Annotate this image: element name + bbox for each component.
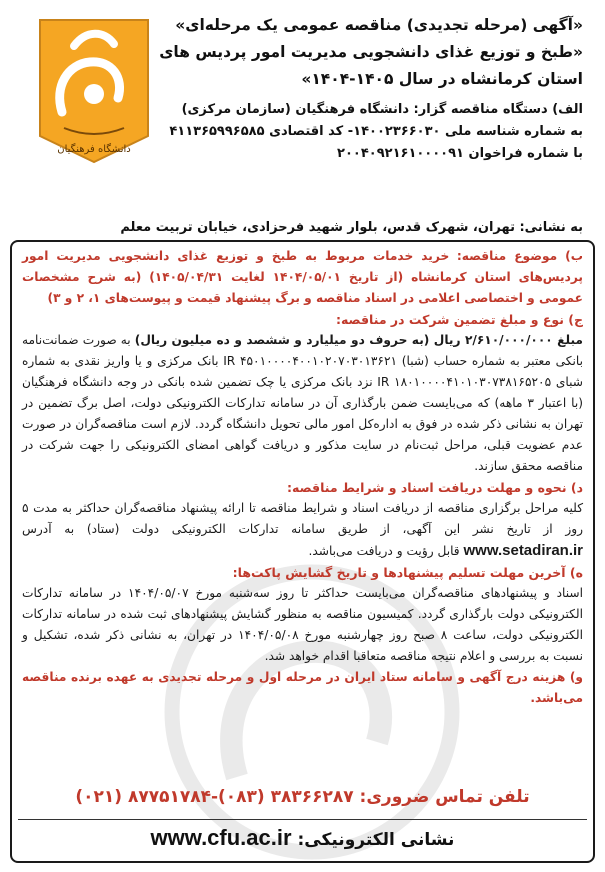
- header-text: [133, 12, 583, 165]
- cost-note: و) هزینه درج آگهی و سامانه ستاد ایران در مرحله اول و مرحله تجدیدی به عهده برنده مناقصه می‌باشد.: [22, 670, 583, 705]
- divider: [18, 819, 587, 820]
- subject-label: ب) موضوع مناقصه:: [456, 249, 583, 263]
- organizer: الف) دستگاه مناقصه گزار: دانشگاه فرهنگیان (سازمان مرکزی): [181, 102, 583, 117]
- docs-tail: قابل رؤیت و دریافت می‌باشد.: [308, 544, 460, 558]
- guarantee-amount: مبلغ ۲/۶۱۰/۰۰۰/۰۰۰ ریال (به حروف دو میلیارد و ششصد و ده میلیون ریال): [134, 333, 583, 347]
- contact-phones: [12, 787, 593, 807]
- guarantee-title: ج) نوع و مبلغ تضمین شرکت در مناقصه:: [335, 312, 583, 327]
- subject-paragraph: [22, 246, 583, 309]
- address: به نشانی: تهران، شهرک قدس، بلوار شهید فرحزادی، خیابان تربیت معلم: [120, 220, 583, 235]
- notice-header: [10, 8, 595, 244]
- national-id: به شماره شناسه ملی ۱۴۰۰۲۳۶۶۰۳۰- کد اقتصادی ۴۱۱۳۶۵۹۹۶۵۸۵: [169, 124, 583, 139]
- setadiran-link[interactable]: www.setadiran.ir: [463, 542, 583, 559]
- docs-paragraph: [22, 498, 583, 562]
- title-line-1: «آگهی (مرحله تجدیدی) مناقصه عمومی یک مرحله‌ای»: [175, 16, 583, 34]
- docs-text: کلیه مراحل برگزاری مناقصه از دریافت اسناد و شرایط مناقصه تا ارائه پیشنهاد مناقصه‌گران حداکثر به مدت ۵ روز از تاریخ نشر این آگهی، از طریق سامانه تدارکات الکترونیکی دولت (ستاد) به آدرس: [22, 501, 583, 536]
- call-number: با شماره فراخوان ۲۰۰۴۰۹۲۱۶۱۰۰۰۰۹۱: [337, 146, 583, 161]
- title-line-2: «طبخ و توزیع غذای دانشجویی مدیریت امور پردیس های: [159, 43, 583, 61]
- guarantee-paragraph: [22, 330, 583, 477]
- contact-web: [12, 825, 593, 851]
- deadline-paragraph: اسناد و پیشنهادهای مناقصه‌گران می‌بایست حداکثر تا روز سه‌شنبه مورخ ۱۴۰۴/۰۵/۰۷ در سامانه تدارکات الکترونیکی دولت بارگذاری گردد. کمیسیون مناقصه به منظور گشایش پیشنهادهای ثبت شده در سامانه تدارکات الکترونیکی دولت، ساعت ۸ صبح روز چهارشنبه مورخ ۱۴۰۴/۰۵/۰۸ در تهران، به نشانی ذکر شده، تشکیل و نسبت به بررسی و اعلام نتیجه مناقصه متعاقبا اقدام خواهد شد.: [22, 586, 583, 663]
- deadline-title: ه) آخرین مهلت تسلیم پیشنهادها و تاریخ گشایش پاکت‌ها:: [232, 565, 583, 580]
- logo-text: دانشگاه فرهنگیان: [57, 144, 131, 155]
- web-label: نشانی الکترونیکی:: [297, 830, 455, 850]
- subject-text: خرید خدمات مربوط به طبخ و توزیع غذای دانشجویی مدیریت امور پردیس‌های استان کرمانشاه (از تاریخ ۱۴۰۴/۰۵/۰۱ لغایت ۱۴۰۵/۰۴/۳۱) (به شرح مشخصات عمومی و اختصاصی اعلامی در اسناد مناقصه و برگ پیشنهاد قیمت و پیوست‌های ۱، ۲ و ۳): [22, 249, 583, 305]
- docs-title: د) نحوه و مهلت دریافت اسناد و شرایط مناقصه:: [287, 480, 583, 495]
- phone-numbers: (۰۲۱) ۸۷۷۵۱۷۸۴-(۰۸۳) ۳۸۳۶۶۲۸۷: [75, 787, 354, 807]
- title-line-3: استان کرمانشاه در سال ۱۴۰۵-۱۴۰۴»: [301, 70, 583, 88]
- notice-body: [10, 240, 595, 863]
- cfu-link[interactable]: www.cfu.ac.ir: [150, 825, 292, 850]
- phone-label: تلفن تماس ضروری:: [359, 787, 530, 807]
- guarantee-text: به صورت ضمانت‌نامه بانکی معتبر به شماره حساب (شبا) IR ۴۵۰۱۰۰۰۰۴۰۰۱۰۲۰۷۰۳۰۱۳۶۲۱ بانک مرکزی و یا واریز نقدی به شماره شبای IR ۱۸۰۱۰۰۰۰۴۱۰۱۰۳۰۷۳۸۱۶۵۲۰۵ نزد بانک مرکزی یا چک تضمین شده بانکی در وجه دانشگاه فرهنگیان (با اعتبار ۳ ماهه) که می‌بایست ضمن بارگذاری آن در سامانه تدارکات الکترونیکی دولت، اصل برگ تضمین در تهران به نشانی ذکر شده در فوق به اداره‌کل امور مالی تحویل دانشگاه گردد. لازم است مناقصه‌گران در صورت عدم عضویت قبلی، مراحل ثبت‌نام در سایت مذکور و دریافت گواهی امضای الکترونیکی را جهت شرکت در مناقصه محقق سازند.: [22, 333, 583, 473]
